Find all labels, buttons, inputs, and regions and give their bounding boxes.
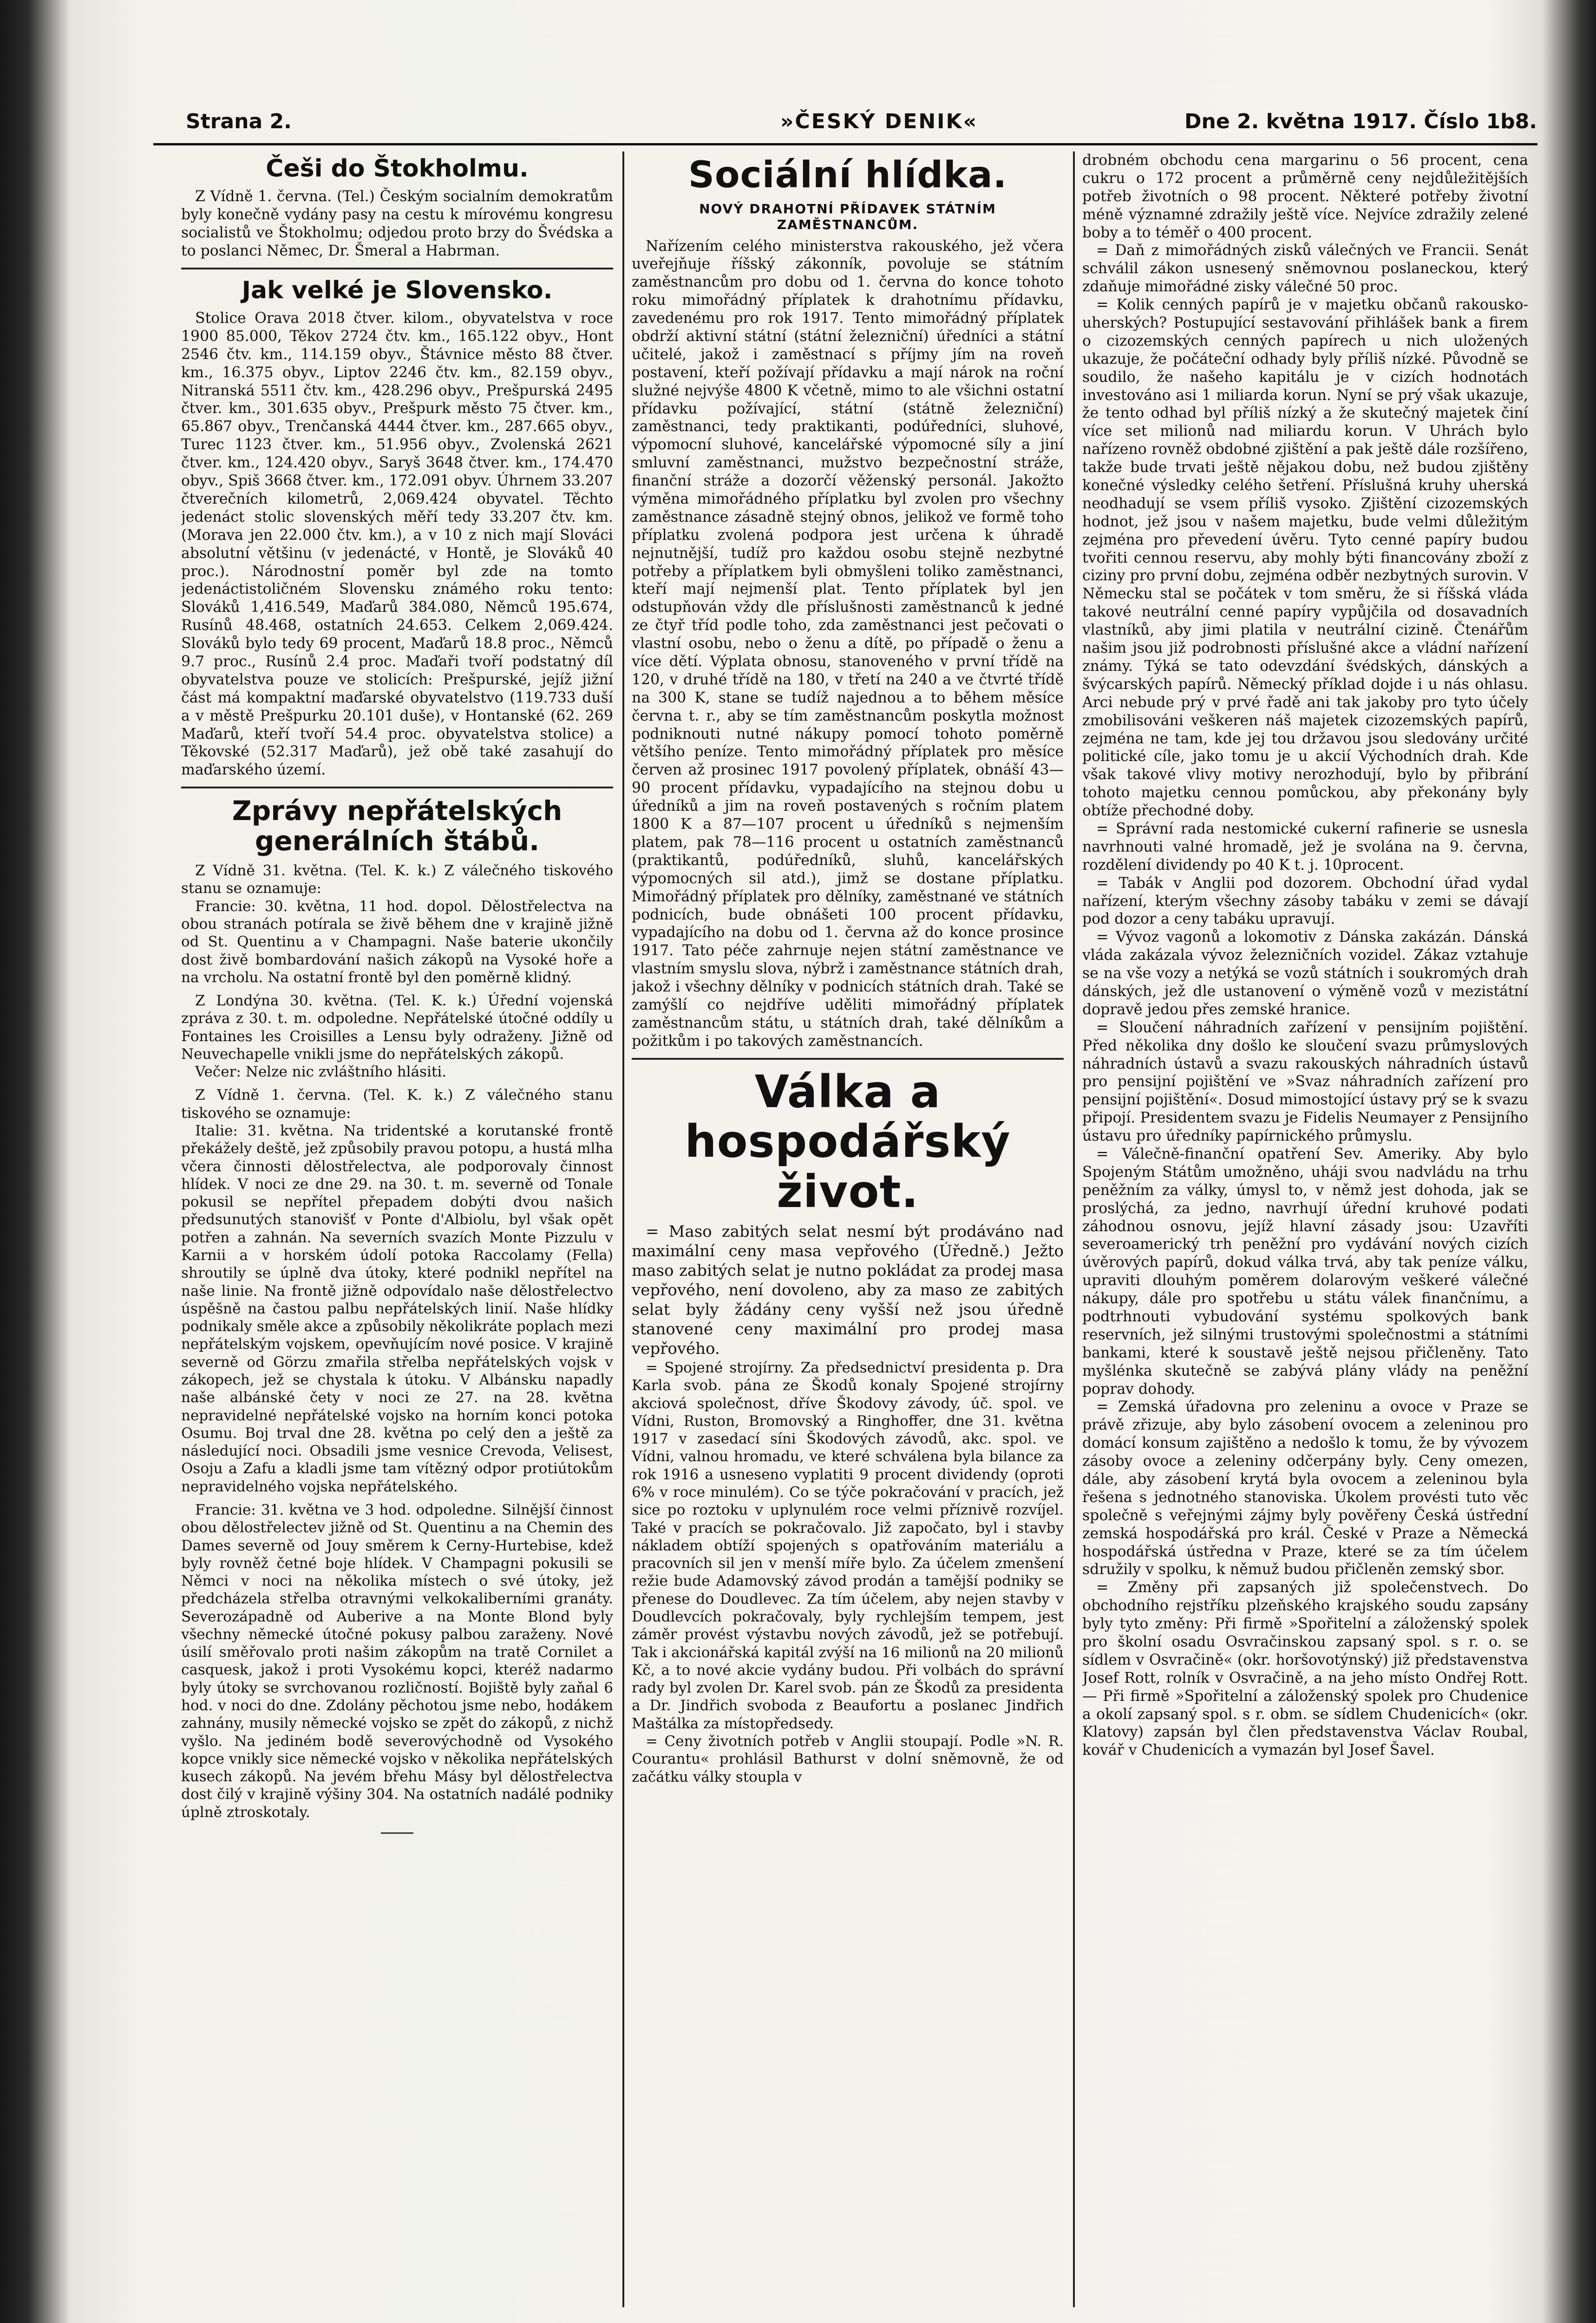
- issue-date: Dne 2. května 1917. Číslo 1b8.: [1184, 110, 1537, 133]
- news-item: = Správní rada nestomické cukerní rafinerie se usnesla navrhnouti valné hromadě, jež je svolána na 9. června, rozdělení dividendy po 40 K t. j. 10procent.: [1082, 820, 1528, 873]
- zpravy-paragraph: Z Londýna 30. května. (Tel. K. k.) Úřední vojenská zpráva z 30. t. m. odpoledne. Nepřátelské útočné oddíly u Fontaines les Croisilles a Lensu byly odraženy. Jižně od Neuvechapelle vnikli jsme do nepřátelských zákopů.: [181, 992, 613, 1063]
- header-rule: [153, 143, 1537, 145]
- column-2: [632, 151, 1064, 2298]
- news-item: = Válečně-finanční opatření Sev. Ameriky. Aby bylo Spojeným Státům umožněno, uháji svou nadvládu na trhu peněžním za války, úmysl to, v němž jest dohoda, jak se proslýchá, za jedno, navrhují úřední kruhové podati záhodnou osnovu, jejíž hlavní zásady jsou: Uzavříti severoamerický trh peněžní pro vydávání nových cizích úvěrových papírů, dokud válka trvá, aby tak peníze válku, upraviti dlouhým poměrem dolarovým veškeré válečné nákupy, dále pro spotřebu u státu válek finančnímu, a podtrhnouti vybudování systému spolkových bank reservních, jež silnými trustovými společnostmi a státními bankami, které k soustavě ještě nejsou přičleněny. Tato myšlénka skutečně se zabývá plány vlády na peněžní poprav dohody.: [1082, 1145, 1528, 1398]
- column-divider: [622, 151, 624, 2307]
- zpravy-paragraph: Z Vídně 1. června. (Tel. K. k.) Z válečného stanu tiskového se oznamuje:: [181, 1087, 613, 1122]
- zpravy-paragraph: Italie: 31. května. Na tridentské a korutanské frontě překážely deště, jež způsobily pravou potopu, a hustá mlha včera činnosti dělostřelectva, ale podporovaly činnost hlídek. V noci ze dne 29. na 30. t. m. severně od Tonale pokusil se nepřítel přepadem dobýti dvou našich předsunutých stanovišť v Ponte d'Albiolu, byl však opět potřen a zahnán. Na severních svazích Monte Pizzulu v Karnii a v horském údolí potoka Raccolamy (Fella) shroutily se úplně dva útoky, které podnikl nepřítel na naše linie. Na frontě jižně odpovídalo naše dělostřelectvo úspěšně na častou palbu nepřátelských linií. Naše hlídky podnikaly směle akce a způsobily několikráte poplach mezi nepřátelským vojskem, opevňujícím nové posice. V krajině severně od Görzu zmařila střelba nepřátelských vojsk v zákopech, jež se chystala k útoku. V Albánsku napadly naše albánské čety v noci ze 27. na 28. května nepravidelné nepřátelské vojsko na horním konci potoka Osumu. Boj trval dne 28. května po celý den a ještě za následující noci. Obsadili jsme vesnice Crevoda, Velisest, Osoju a Zafu a kladli jsme tam vítězný odpor protiútokům nepravidelného vojska nepřátelského.: [181, 1122, 613, 1495]
- column-divider: [1073, 151, 1075, 2307]
- news-item: = Vývoz vagonů a lokomotiv z Dánska zakázán. Dánská vláda zakázala vývoz železničních vozidel. Zákaz vztahuje se na vše vozy a netýká se vozů státních i soukromých drah dánských, jež dle ustanovení o výměně vozů v mezistátní dopravě jedou přes zemské hranice.: [1082, 929, 1528, 1018]
- newspaper-name: »ČESKÝ DENIK«: [780, 110, 978, 133]
- news-item: = Daň z mimořádných zisků válečných ve Francii. Senát schválil zákon usnesený sněmovnou poslaneckou, který zdaňuje mimořádné zisky válečné 50 proc.: [1082, 242, 1528, 295]
- zpravy-paragraph: Z Vídně 31. května. (Tel. K. k.) Z válečného tiskového stanu se oznamuje:: [181, 862, 613, 897]
- article-title-stockholm: Češi do Štokholmu.: [266, 155, 529, 183]
- column-1: [181, 151, 613, 2298]
- zpravy-paragraph: Francie: 31. května ve 3 hod. odpoledne. Silnější činnost obou dělostřelectev jižně od St. Quentinu a na Chemin des Dames severně od Jouy směrem k Cerny-Hurtebise, kdež byly rovněž četné boje hlídek. V Champagni pokusili se Němci v noci na několika místech o své útoky, jež předcházela střelba otravnými velkokaliberními granáty. Severozápadně od Auberive a na Monte Blond byly všechny německé útočné pokusy palbou zaraženy. Nové úsilí směřovalo proti našim zákopům na tratě Cornilet a casquesk, jakož i proti Vysokému kopci, kteréž nadarmo byly útoky se svrchovanou rozličností. Bojiště byly zaňal 6 hod. v noci do dne. Zdolány pěchotou jsme nebo, hodákem zahnány, musily německé vojsko se zpět do zákopů, z nichž vyšlo. Na jediném bodě severovýchodně od Vysokého kopce vnikly sice německé vojsko v několika nepřátelských kusech zákopů. Na jevém břehu Másy byl dělostřelectva dost čilý v krajině výšiny 304. Na ostatních nadálé podniky úplně ztroskotaly.: [181, 1501, 613, 1821]
- column-3: [1082, 151, 1528, 2298]
- news-item: = Změny při zapsaných již společenstvech. Do obchodního rejstříku plzeňského krajského soudu zapsány byly tyto změny: Při firmě »Spořitelní a záloženský spolek pro školní osadu Osvračinskou zapsaný spol. s r. o. se sídlem v Osvračině« (okr. horšovotýnský) již představenstva Josef Rott, rolník v Osvračině, a na jeho místo Ondřej Rott. — Při firmě »Spořitelní a záloženský spolek pro Chudenice a okolí zapsaný spol. s r. obm. se sídlem Chudenicích« (okr. Klatovy) zapsán byl člen představenstva Václav Roubal, kovář v Chudenicích a vymazán byl Josef Šavel.: [1082, 1579, 1528, 1759]
- article-title-zpravy: Zprávy nepřátelských generálních štábů.: [232, 795, 563, 857]
- separator: [181, 787, 613, 788]
- article-title-slovensko: Jak velké je Slovensko.: [242, 276, 553, 304]
- page-header: [153, 110, 1537, 142]
- article-subtitle-hlidka: NOVÝ DRAHOTNÍ PŘÍDAVEK STÁTNÍM ZAMĚSTNANCŮM.: [699, 201, 996, 232]
- news-item: = Sloučení náhradních zařízení v pensijním pojištění. Před několika dny došlo ke sloučení svazu průmyslových náhradních ústavů a svazu rakouských náhradních ústavů pro pensijní pojištění ve »Svaz náhradních zařízení pro pensijní pojištění«. Dosud mimostojící ústavy prý se k svazu připojí. Presidentem svazu je Fidelis Neumayer z Pensijního ústavu pro úředníky papírnického průmyslu.: [1082, 1019, 1528, 1145]
- end-dash: [381, 1832, 413, 1834]
- news-item: drobném obchodu cena margarinu o 56 procent, cena cukru o 172 procent a průměrně ceny nejdůležitějších potřeb životních o 98 procent. Některé potřeby životní méně významné zdražily ještě více. Nejvíce zdražily zelené boby a to téměř o 400 procent.: [1082, 152, 1528, 241]
- valka-paragraph: = Maso zabitých selat nesmí být prodáváno nad maximální ceny masa vepřového (Úředně.) Ježto maso zabitých selat je nutno pokládat za prodej masa vepřového, není dovoleno, aby za maso ze zabitých selat byly žádány ceny vyšší než jsou úředně stanovené ceny maximální pro prodej masa vepřového.: [632, 1222, 1064, 1358]
- article-text-stockholm: Z Vídně 1. června. (Tel.) Českým socialním demokratům byly konečně vydány pasy na cestu k mírovému kongresu socialistů ve Štokholmu; odjedou proto brzy do Švédska a to poslanci Němec, Dr. Šmeral a Habrman.: [181, 188, 613, 259]
- valka-paragraph: = Ceny životních potřeb v Anglii stoupají. Podle »N. R. Courantu« prohlásil Bathurst v dolní sněmovně, že od začátku války stoupla v: [632, 1732, 1064, 1785]
- page-number: Strana 2.: [186, 110, 292, 133]
- zpravy-paragraph: Večer: Nelze nic zvláštního hlásiti.: [195, 1063, 447, 1081]
- newspaper-page: [153, 110, 1537, 2316]
- zpravy-paragraph: Francie: 30. května, 11 hod. dopol. Dělostřelectva na obou stranách potírala se živě během dne v krajině jižně od St. Quentinu a v Champagni. Naše baterie ukončily dost živě bombardování našich zákopů na Vysoké hoře a na vrcholu. Na ostatní frontě byl den poměrně klidný.: [181, 898, 613, 986]
- article-title-hlidka: Sociální hlídka.: [688, 154, 1007, 196]
- separator: [181, 268, 613, 269]
- valka-paragraph: = Spojené strojírny. Za předsednictví presidenta p. Dra Karla svob. pána ze Škodů konaly Spojené strojírny akciová společnost, dříve Škodovy závody, úč. spol. ve Vídni, Ruston, Bromovský a Ringhoffer, dne 31. května 1917 v zasedací síni Škodových závodů, akc. spol. ve Vídni, valnou hromadu, ve které schválena byla bilance za rok 1916 a usneseno vyplatiti 9 procent dividendy (oproti 6% v roce minulém). Co se týče pokračování v pracích, jež sice po roztoku v uplynulém roce velmi příznivě rozvíjel. Také v pracích se pokračovalo. Již započato, byl i stavby nákladem obtíží spojených s opatřováním materiálu a pracovních sil jen v menší míře bylo. Za účelem zmenšení režie bude Adamovský závod prodán a tamější podniky se přenese do Doudlevec. Za tím účelem, aby nejen stavby v Doudlevcích pokračovaly, byly rychlejším tempem, jest záměr provést výstavbu nových závodů, jež se potřebují. Tak i akcionářská kapitál zvýší na 16 milionů na 20 milionů Kč, a to nové akcie vydány budou. Při volbách do správní rady byl zvolen Dr. Karel svob. pán ze Škodů za presidenta a Dr. Jindřich svoboda z Beaufortu a poslanec Jindřich Maštálka za místopředsedy.: [632, 1359, 1064, 1732]
- article-text-hlidka: Nařízením celého ministerstva rakouského, jež včera uveřejňuje říšský zákonník, povoluje se státním zaměstnancům pro dobu od 1. června do konce tohoto roku mimořádný příplatek k drahotnímu přídavku, zavedenému pro rok 1917. Tento mimořádný příplatek obdrží aktivní státní (státní železniční) úředníci a státní učitelé, jakož i zaměstnací s příjmy jím na roveň postavení, kteří požívají přídavku a mají nárok na roční služné nejvýše 4800 K včetně, mimo to ale všichni ostatní přídavku požívající, státní (státně železniční) zaměstnanci, tedy praktikanti, podúředníci, sluhové, výpomocní sluhové, kancelářské výpomocné síly a jiní smluvní zaměstnanci, mužstvo bezpečnostní stráže, finanční stráže a dozorčí věženský personál. Jakožto výměna mimořádného příplatku byl zvolen pro všechny zaměstnance zásadně stejný obnos, jelikož ve formě toho příplatku zvolená podpora jest určena k úhradě nejnutnější, tudíž pro každou osobu stejně nezbytné potřeby a příplatkem byli obmyšleni toliko zaměstnanci, kteří mají nejmenší plat. Tento příplatek byl jen odstupňován vždy dle příslušnosti zaměstnanců k jedné ze čtyř tříd podle toho, zda zaměstnanci jest pečovati o vlastní osobu, nebo o ženu a dítě, po případě o ženu a více dětí. Výplata obnosu, stanoveného v první třídě na 120, v druhé třídě na 180, v třetí na 240 a ve čtvrté třídě na 300 K, stane se tudíž najednou a to během měsíce června t. r., aby se tím zaměstnancům poskytla možnost podniknouti nutné nákupy pomocí tohoto poměrně většího peníze. Tento mimořádný příplatek pro měsíce červen až prosinec 1917 povolený příplatek, obnáší 43—90 procent přídavku, vypadajícího na stejnou dobu u úředníků a jim na roveň postavených s ročním platem 1800 K a 87—107 procent u úředníků s nejmenším platem, pak 78—116 procent u ostatních zaměstnanců (praktikantů, podúředníků, sluhů, kancelářských výpomocných sil atd.), jimž se dostane příplatku. Mimořádný příplatek pro dělníky, zaměstnané ve státních podnicích, bude obnášeti 100 procent přídavku, vypadajícího na dobu od 1. června až do konce prosince 1917. Tato péče zahrnuje nejen státní zaměstnance ve vlastním smyslu slova, nýbrž i zaměstnance státních drah, jakož i všechny dělníky v podnicích státních drah. Také se zamýšlí co nejdříve uděliti mimořádný příplatek zaměstnancům státu, u státních drah, také dělníkům a požitkům i po takových zaměstnancích.: [632, 237, 1064, 1050]
- news-item: = Kolik cenných papírů je v majetku občanů rakousko-uherských? Postupující sestavování přihlášek bank a firem o cizozemských cenných papírech u nich uložených ukazuje, že počáteční odhady byly příliš nízké. Původně se soudilo, že našeho kapitálu je v cizích hodnotách investováno asi 1 miliarda korun. Nyní se prý však ukazuje, že tento odhad byl příliš nízký a že skutečný majetek činí více set milionů nad miliardu korun. V Uhrách bylo nařízeno rovněž obdobné zjištění a pak ještě dále rozšířeno, takže bude trvati ještě nějakou dobu, než budou zjištěny konečné výsledky celého šetření. Příslušná kruhy uherská neodhadují se vsem příliš vysoko. Zjištění cizozemských hodnot, jež jsou v našem majetku, bude velmi důležitým zejména pro převedení úvěru. Tyto cenné papíry budou tvořiti cennou reservu, aby mohly býti financovány zboží z ciziny pro první dobu, zejména odběr nezbytných surovin. V Německu stal se počátek v tom směru, že si říšská vláda takové neutrální cenné papíry vypůjčila od dosavadních vlastníků, aby jimi platila v neutrální cizině. Čtenářům našim jsou již podrobnosti příslušné akce a vládní nařízení známy. Týká se tato odevzdání švédských, dánských a švýcarských papírů. Německý příklad dojde i u nás ohlasu. Arci nebude prý v prvé řadě ani tak jakoby pro tyto účely zmobilisováni veškeren náš majetek cizozemských papírů, zejména ne tam, kde jej tou državou jsou sledovány určité politické cíle, jako tomu je u akcií Východních drah. Kde však takové vlivy motivy nerozhodují, bylo by přibrání tohoto majetku cennou pomůckou, aby překonány byly obtíže přechodné doby.: [1082, 296, 1528, 820]
- article-title-valka: Válka a hospodářský život.: [685, 1065, 1011, 1218]
- news-item: = Tabák v Anglii pod dozorem. Obchodní úřad vydal nařízení, kterým všechny zásoby tabáku v zemi se dávají pod dozor a ceny tabáku upravují.: [1082, 874, 1528, 928]
- news-item: = Zemská úřadovna pro zeleninu a ovoce v Praze se právě zřizuje, aby bylo zásobení ovocem a zeleninou pro domácí konsum zajištěno a nedošlo k tomu, že by vývozem zásoby ovoce a zeleniny odčerpány byly. Ceny omezen, dále, aby zásobení krytá byla ovocem a zeleninou byla řešena s jednotného stanoviska. Úkolem provésti tuto věc společně s veřejnými zájmy byly pověřeny Česká ústřední zemská hospodářská pro král. České v Praze a Německá hospodářská ústředna v Praze, které se za tím účelem sdružily v spolku, k němuž budou přičleněn zemský sbor.: [1082, 1398, 1528, 1578]
- separator: [632, 1058, 1064, 1060]
- article-text-slovensko: Stolice Orava 2018 čtver. kilom., obyvatelstva v roce 1900 85.000, Těkov 2724 čtv. km., 165.122 obyv., Hont 2546 čtv. km., 114.159 obyv., Štávnice město 88 čtver. km., 16.375 obyv., Liptov 2246 čtv. km., 82.159 obyv., Nitranská 5511 čtv. km., 428.296 obyv., Prešpurská 2495 čtver. km., 301.635 obyv., Prešpurk město 75 čtver. km., 65.867 obyv., Trenčanská 4444 čtver. km., 287.665 obyv., Turec 1123 čtver. km., 51.956 obyv., Zvolenská 2621 čtver. km., 124.420 obyv., Saryš 3648 čtver. km., 174.470 obyv., Spiš 3668 čtver. km., 172.091 obyv. Úhrnem 33.207 čtverečních kilometrů, 2,069.424 obyvatel. Těchto jedenáct stolic slovenských měří tedy 33.207 čtv. km. (Morava jen 22.000 čtv. km.), a v 10 z nich mají Slováci absolutní většinu (v jedenácté, v Hontě, je Slováků 40 proc.). Národnostní poměr byl zde na tomto jedenáctistoličném Slovensku známého roku tento: Slováků 1,416.549, Maďarů 384.080, Němců 195.674, Rusínů 48.468, ostatních 24.653. Celkem 2,069.424. Slováků bylo tedy 69 procent, Maďarů 18.8 proc., Němců 9.7 proc., Rusínů 2.4 proc. Maďaři tvoří podstatný díl obyvatelstva pouze ve stolicích: Prešpurské, jejíž jižní část má kompaktní maďarské obyvatelstvo (119.733 duší a v městě Prešpurku 20.101 duše), v Hontanské (62. 269 Maďarů, kteří tvoří 54.4 proc. obyvatelstva stolice) a Těkovské (52.317 Maďarů), jež obě také zasahují do maďarského území.: [181, 310, 613, 779]
